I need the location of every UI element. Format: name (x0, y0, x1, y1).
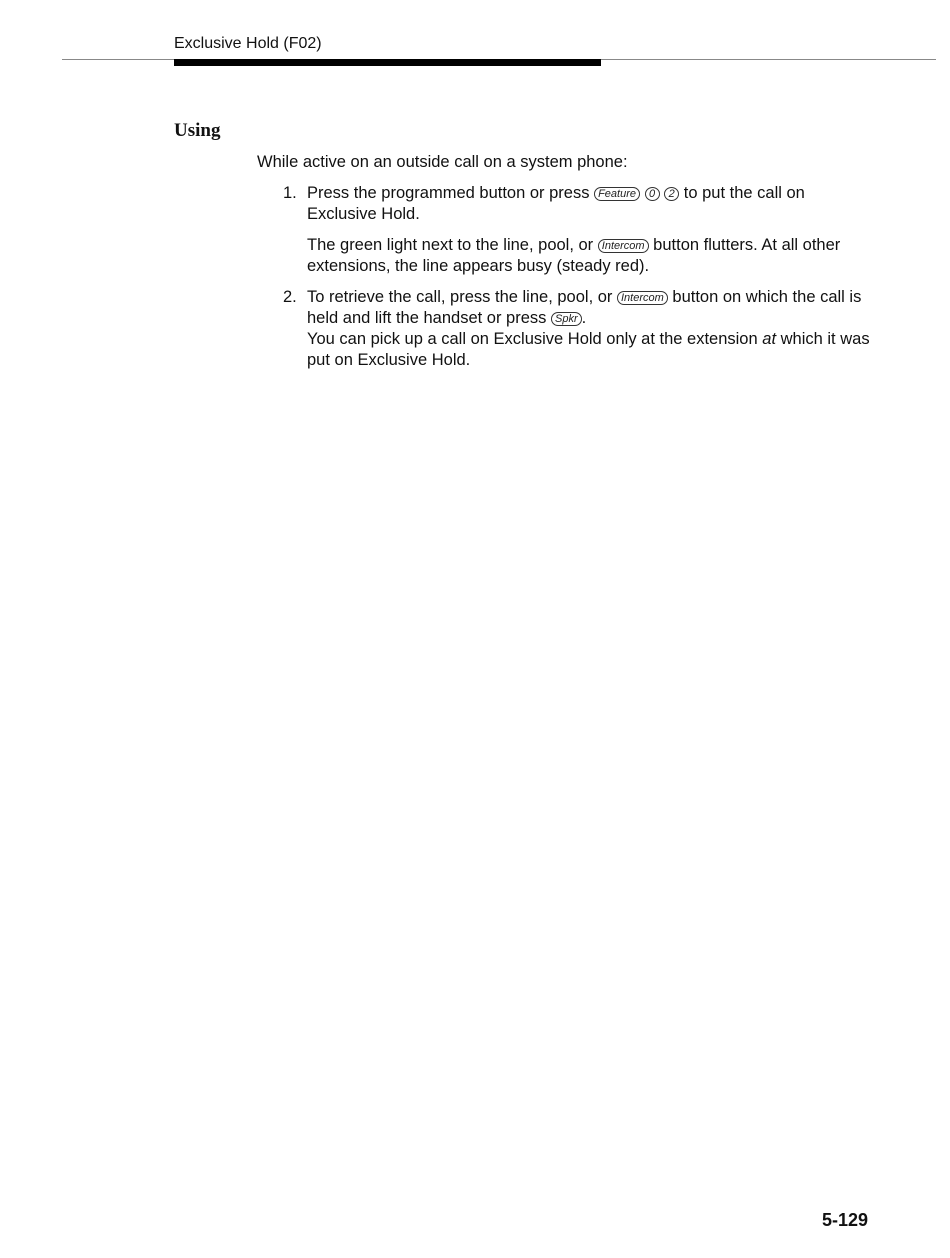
intercom-key-icon: Intercom (617, 291, 668, 305)
step-2 (257, 287, 877, 371)
intro-text: While active on an outside call on a system phone: (257, 153, 628, 171)
step-text: to put the call on Exclusive Hold. (307, 184, 805, 223)
step-text: . (581, 309, 587, 327)
step-text: button on which the call is held and lift the handset or press (307, 288, 862, 327)
step-number: 1. (283, 184, 297, 202)
two-key-icon: 2 (664, 187, 679, 201)
note-text: You can pick up a call on Exclusive Hold only at the extension (307, 330, 758, 348)
step-note (307, 235, 877, 277)
section-heading: Using (174, 120, 221, 141)
intercom-key-icon: Intercom (598, 239, 649, 253)
section-content (257, 152, 877, 381)
note-text: The green light next to the line, pool, or (307, 236, 594, 254)
zero-key-icon: 0 (645, 187, 660, 201)
step-text: Press the programmed button or press (307, 184, 590, 202)
header-bar (174, 59, 601, 66)
step-1 (257, 183, 877, 277)
step-instruction (307, 287, 877, 371)
note-text: which it was put on Exclusive Hold. (307, 330, 870, 369)
note-text: button flutters. At all other extensions, the line appears busy (steady red). (307, 236, 841, 275)
emphasis-text: at (762, 330, 777, 348)
step-instruction (307, 183, 877, 225)
step-number: 2. (283, 288, 297, 306)
feature-key-icon: Feature (594, 187, 640, 201)
page-number: 5-129 (821, 1210, 868, 1230)
header-title: Exclusive Hold (F02) (174, 35, 322, 52)
steps-list (257, 183, 877, 371)
spkr-key-icon: Spkr (551, 312, 582, 326)
step-text: To retrieve the call, press the line, pool, or (307, 288, 613, 306)
